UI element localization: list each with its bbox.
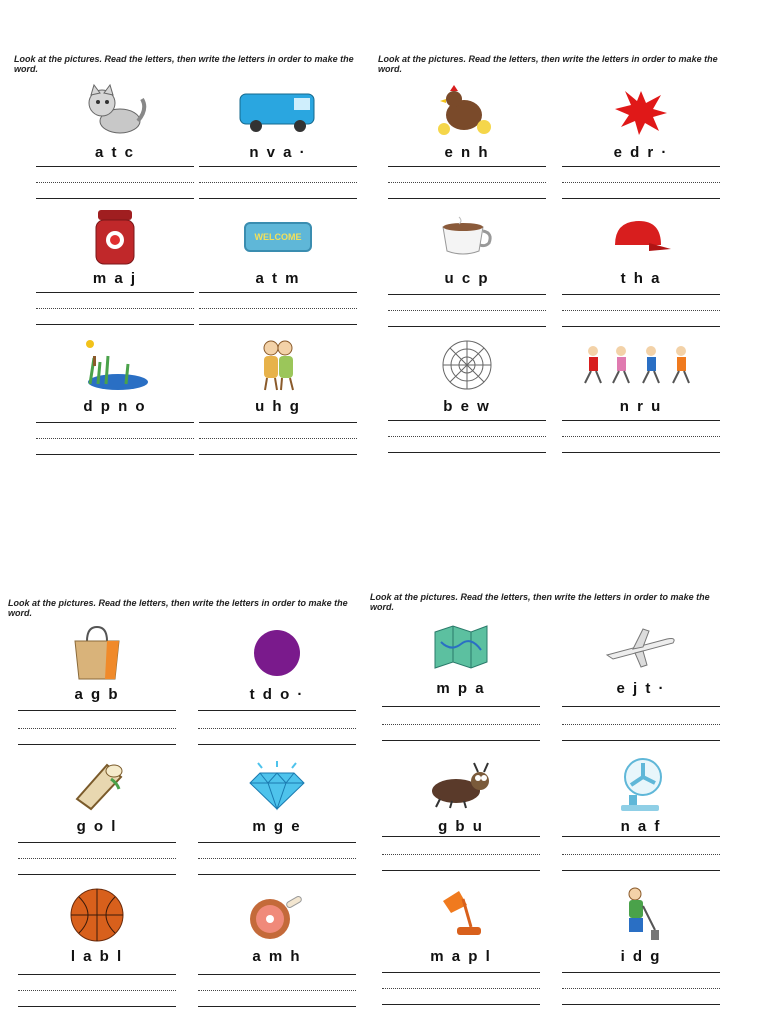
worksheet-instructions: Look at the pictures. Read the letters, then write the letters in order to make the word. [370, 592, 710, 612]
writing-midline [198, 858, 356, 859]
exercise-item [562, 332, 720, 458]
red-splash-icon [562, 78, 720, 144]
writing-line [562, 1004, 720, 1005]
scrambled-letters: l a b l [70, 948, 124, 965]
writing-midline [562, 854, 720, 855]
writing-midline [199, 308, 357, 309]
writing-line [382, 1004, 540, 1005]
writing-line [18, 974, 176, 975]
worksheet-1 [14, 54, 362, 464]
writing-line [562, 294, 720, 295]
writing-line [562, 420, 720, 421]
scrambled-letters: n v a · [249, 144, 307, 161]
writing-line [198, 744, 356, 745]
writing-midline [18, 858, 176, 859]
writing-midline [198, 728, 356, 729]
scrambled-letters: e d r · [613, 144, 669, 161]
scrambled-letters: t h a [620, 270, 662, 287]
writing-midline [18, 990, 176, 991]
writing-midline [388, 310, 546, 311]
writing-midline [36, 182, 194, 183]
scrambled-letters: e n h [444, 144, 490, 161]
writing-line [382, 972, 540, 973]
writing-line [18, 710, 176, 711]
purple-dot [254, 630, 300, 676]
writing-line [382, 740, 540, 741]
writing-midline [562, 436, 720, 437]
writing-line [388, 326, 546, 327]
scrambled-letters: g b u [438, 818, 484, 835]
worksheet-2 [378, 54, 726, 464]
spider-web-icon [388, 332, 546, 398]
writing-midline [199, 438, 357, 439]
exercise-item [562, 78, 720, 204]
scrambled-letters: m g e [252, 818, 302, 835]
welcome-mat [244, 222, 312, 252]
scrambled-letters: m a j [92, 270, 138, 287]
writing-line [36, 198, 194, 199]
writing-midline [199, 182, 357, 183]
scrambled-letters: g o l [76, 818, 118, 835]
exercise-item [36, 204, 194, 330]
writing-line [388, 166, 546, 167]
van-icon [199, 78, 357, 144]
jet-icon [562, 614, 720, 680]
writing-line [198, 874, 356, 875]
scrambled-letters: a m h [252, 948, 302, 965]
gem-icon [198, 752, 356, 818]
exercise-item [382, 882, 540, 1008]
exercise-item [388, 332, 546, 458]
welcome-mat-icon [199, 204, 357, 270]
writing-line [382, 706, 540, 707]
cap-hat-icon [562, 204, 720, 270]
writing-midline [388, 182, 546, 183]
writing-line [562, 870, 720, 871]
writing-line [18, 874, 176, 875]
writing-line [198, 842, 356, 843]
exercise-item [388, 204, 546, 330]
scrambled-letters: n a f [620, 818, 662, 835]
worksheet-3 [8, 598, 360, 1018]
ball-icon [18, 882, 176, 948]
writing-midline [382, 854, 540, 855]
scrambled-letters: d p n o [83, 398, 147, 415]
purple-dot-icon [198, 620, 356, 686]
exercise-item [199, 204, 357, 330]
worksheet-instructions: Look at the pictures. Read the letters, then write the letters in order to make the word. [378, 54, 718, 74]
exercise-item [562, 204, 720, 330]
writing-midline [36, 308, 194, 309]
writing-line [199, 166, 357, 167]
writing-line [36, 292, 194, 293]
exercise-item [388, 78, 546, 204]
dig-icon [562, 882, 720, 948]
hug-icon [199, 332, 357, 398]
scrambled-letters: a t c [94, 144, 135, 161]
fan-icon [562, 752, 720, 818]
exercise-item [562, 882, 720, 1008]
exercise-item [382, 614, 540, 740]
mat-text: WELCOME [254, 232, 302, 242]
writing-line [562, 166, 720, 167]
jam-jar-icon [36, 204, 194, 270]
writing-midline [198, 990, 356, 991]
writing-line [388, 420, 546, 421]
writing-line [199, 422, 357, 423]
bug-icon [382, 752, 540, 818]
writing-midline [36, 438, 194, 439]
writing-midline [382, 724, 540, 725]
scrambled-letters: m p a [436, 680, 486, 697]
scrambled-letters: m a p l [430, 948, 492, 965]
ham-icon [198, 882, 356, 948]
writing-midline [18, 728, 176, 729]
scrambled-letters: u c p [444, 270, 490, 287]
scrambled-letters: t d o · [249, 686, 305, 703]
log-icon [18, 752, 176, 818]
writing-midline [562, 724, 720, 725]
writing-line [562, 836, 720, 837]
writing-line [382, 836, 540, 837]
writing-midline [562, 310, 720, 311]
exercise-item [382, 752, 540, 878]
writing-midline [562, 988, 720, 989]
exercise-item [18, 620, 176, 746]
writing-line [199, 198, 357, 199]
writing-line [562, 706, 720, 707]
writing-line [199, 324, 357, 325]
pond-icon [36, 332, 194, 398]
cat-icon [36, 78, 194, 144]
writing-line [18, 1006, 176, 1007]
exercise-item [36, 78, 194, 204]
hen-icon [388, 78, 546, 144]
exercise-item [562, 614, 720, 740]
writing-line [198, 710, 356, 711]
writing-line [562, 198, 720, 199]
writing-line [562, 326, 720, 327]
worksheet-instructions: Look at the pictures. Read the letters, then write the letters in order to make the word. [8, 598, 348, 618]
exercise-item [199, 78, 357, 204]
writing-line [36, 324, 194, 325]
worksheet-4 [370, 592, 726, 1018]
writing-line [198, 1006, 356, 1007]
writing-line [199, 454, 357, 455]
lamp-icon [382, 882, 540, 948]
running-kids-icon [562, 332, 720, 398]
writing-line [199, 292, 357, 293]
scrambled-letters: u h g [255, 398, 301, 415]
writing-line [382, 870, 540, 871]
writing-line [18, 744, 176, 745]
exercise-item [562, 752, 720, 878]
worksheet-instructions: Look at the pictures. Read the letters, then write the letters in order to make the word. [14, 54, 354, 74]
writing-line [388, 294, 546, 295]
writing-line [562, 452, 720, 453]
scrambled-letters: b e w [443, 398, 491, 415]
writing-midline [388, 436, 546, 437]
writing-line [388, 198, 546, 199]
writing-line [198, 974, 356, 975]
writing-midline [562, 182, 720, 183]
map-icon [382, 614, 540, 680]
exercise-item [18, 882, 176, 1008]
scrambled-letters: e j t · [616, 680, 666, 697]
writing-line [562, 972, 720, 973]
cup-icon [388, 204, 546, 270]
writing-line [388, 452, 546, 453]
writing-line [36, 166, 194, 167]
exercise-item [18, 752, 176, 878]
writing-line [562, 740, 720, 741]
writing-midline [382, 988, 540, 989]
bag-icon [18, 620, 176, 686]
scrambled-letters: i d g [620, 948, 662, 965]
writing-line [36, 422, 194, 423]
exercise-item [198, 620, 356, 746]
exercise-item [199, 332, 357, 458]
exercise-item [36, 332, 194, 458]
scrambled-letters: n r u [619, 398, 663, 415]
writing-line [36, 454, 194, 455]
exercise-item [198, 752, 356, 878]
writing-line [18, 842, 176, 843]
scrambled-letters: a g b [74, 686, 120, 703]
exercise-item [198, 882, 356, 1008]
scrambled-letters: a t m [255, 270, 301, 287]
